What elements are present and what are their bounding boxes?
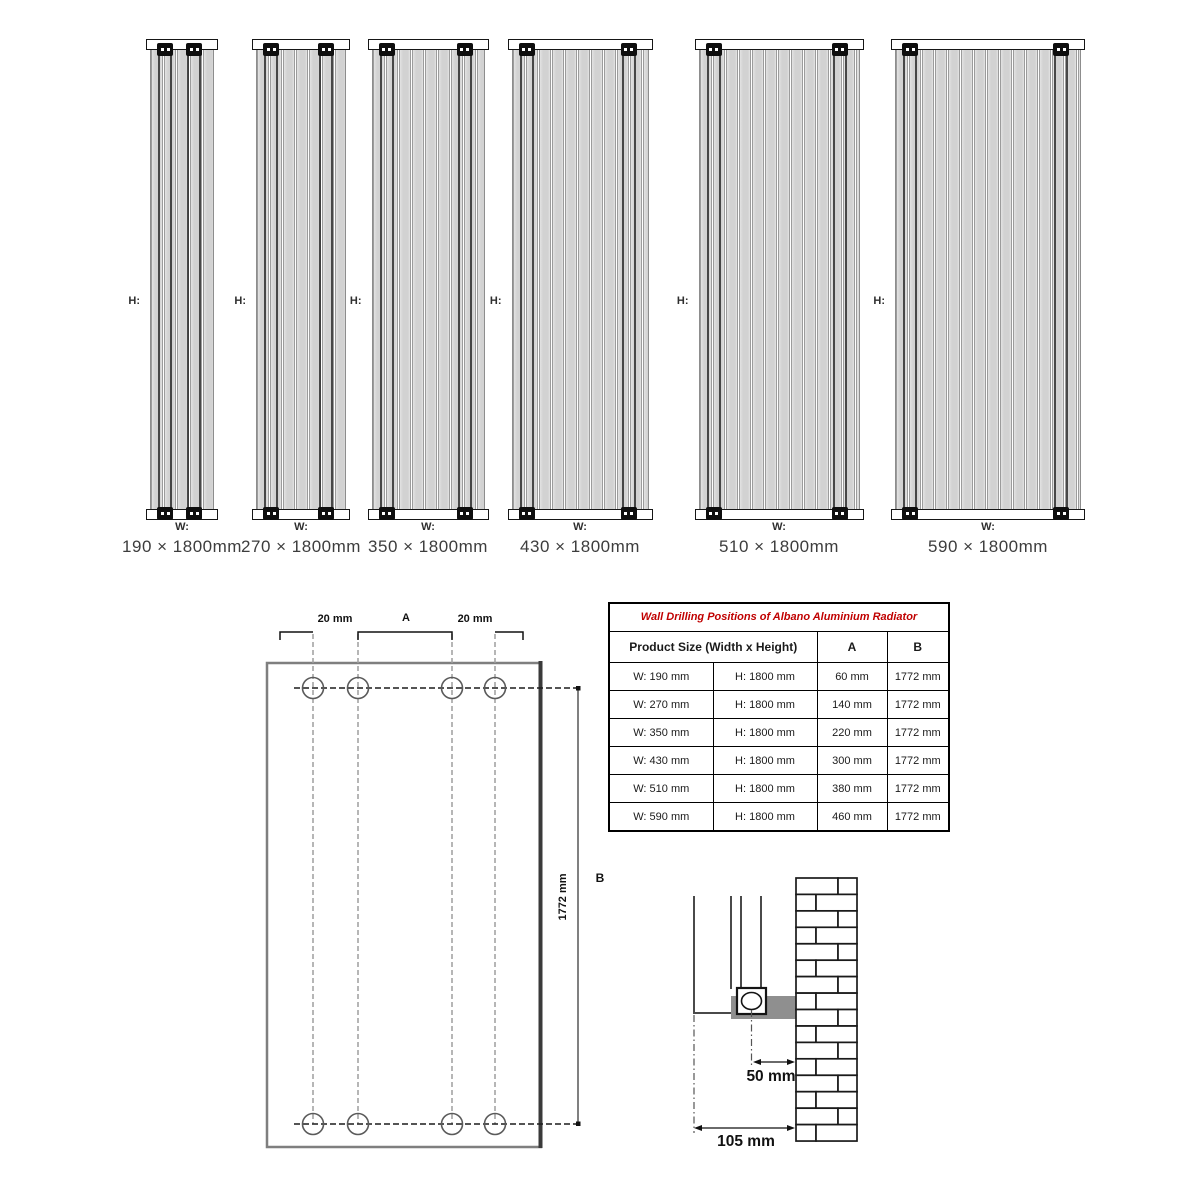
brick bbox=[816, 1026, 857, 1042]
dim-20mm-right: 20 mm bbox=[457, 613, 493, 625]
bracket-rail bbox=[1066, 50, 1068, 509]
wall-bracket-icon bbox=[379, 507, 395, 520]
brick bbox=[796, 1125, 816, 1141]
table-cell-b: 1772 mm bbox=[887, 719, 949, 747]
brick bbox=[796, 927, 816, 943]
table-row bbox=[609, 775, 949, 803]
dim-a-label: A bbox=[402, 612, 410, 624]
wall-bracket-icon bbox=[186, 43, 202, 56]
dim-50mm-label: 50 mm bbox=[746, 1068, 796, 1085]
wall-bracket-icon bbox=[318, 43, 334, 56]
bracket-rail bbox=[1054, 50, 1056, 509]
wall-bracket-icon bbox=[186, 507, 202, 520]
top-dimension-lines bbox=[280, 632, 523, 640]
dim-105mm-label: 105 mm bbox=[717, 1133, 775, 1150]
wall-bracket-icon bbox=[318, 507, 334, 520]
table-cell-b: 1772 mm bbox=[887, 775, 949, 803]
bracket-rail bbox=[532, 50, 534, 509]
bracket-hole bbox=[742, 993, 762, 1010]
brick-wall bbox=[796, 878, 857, 1141]
bracket-rail bbox=[199, 50, 201, 509]
bracket-rail bbox=[833, 50, 835, 509]
drilling-position-diagram bbox=[267, 612, 605, 1148]
col-header-a: A bbox=[817, 632, 887, 663]
table-row bbox=[609, 803, 949, 832]
table-cell-b: 1772 mm bbox=[887, 691, 949, 719]
bracket-rail bbox=[470, 50, 472, 509]
width-label: W: bbox=[772, 521, 786, 533]
bracket-rail bbox=[319, 50, 321, 509]
table-cell-w: W: 350 mm bbox=[609, 719, 713, 747]
brick bbox=[796, 911, 838, 927]
bracket-rail bbox=[380, 50, 382, 509]
size-label: 590 × 1800mm bbox=[928, 537, 1048, 556]
table-cell-w: W: 430 mm bbox=[609, 747, 713, 775]
brick bbox=[796, 1092, 816, 1108]
size-label: 190 × 1800mm bbox=[122, 537, 242, 556]
table-cell-h: H: 1800 mm bbox=[713, 775, 817, 803]
wall-bracket-icon bbox=[1053, 507, 1069, 520]
brick bbox=[796, 1075, 838, 1091]
bracket-rail bbox=[276, 50, 278, 509]
table-cell-a: 380 mm bbox=[817, 775, 887, 803]
wall-bracket-icon bbox=[457, 507, 473, 520]
bracket-rail bbox=[187, 50, 189, 509]
wall-bracket-icon bbox=[832, 43, 848, 56]
table-cell-h: H: 1800 mm bbox=[713, 803, 817, 832]
brick bbox=[838, 1108, 857, 1124]
brick bbox=[796, 894, 816, 910]
brick bbox=[816, 1059, 857, 1075]
table-cell-w: W: 510 mm bbox=[609, 775, 713, 803]
bracket-rail bbox=[719, 50, 721, 509]
table-cell-a: 300 mm bbox=[817, 747, 887, 775]
wall-bracket-icon bbox=[902, 43, 918, 56]
table-cell-w: W: 270 mm bbox=[609, 691, 713, 719]
wall-mount-side-view bbox=[694, 878, 857, 1150]
bracket-rail bbox=[845, 50, 847, 509]
bracket-rail bbox=[170, 50, 172, 509]
dim-20mm-left: 20 mm bbox=[317, 613, 353, 625]
height-label: H: bbox=[234, 295, 246, 307]
table-cell-h: H: 1800 mm bbox=[713, 747, 817, 775]
bracket-rail bbox=[707, 50, 709, 509]
width-label: W: bbox=[981, 521, 995, 533]
brick bbox=[796, 1059, 816, 1075]
height-label: H: bbox=[489, 295, 502, 307]
table-cell-h: H: 1800 mm bbox=[713, 719, 817, 747]
bracket-rail bbox=[458, 50, 460, 509]
wall-bracket-icon bbox=[706, 507, 722, 520]
brick bbox=[838, 911, 857, 927]
brick bbox=[796, 944, 838, 960]
brick bbox=[838, 977, 857, 993]
table-row bbox=[609, 663, 949, 691]
brick bbox=[838, 944, 857, 960]
brick bbox=[838, 1075, 857, 1091]
brick bbox=[816, 993, 857, 1009]
vertical-centerlines bbox=[313, 634, 495, 1124]
brick bbox=[796, 1108, 838, 1124]
table-cell-a: 60 mm bbox=[817, 663, 887, 691]
table-cell-w: W: 190 mm bbox=[609, 663, 713, 691]
brick bbox=[816, 927, 857, 943]
wall-bracket-icon bbox=[832, 507, 848, 520]
table-cell-a: 140 mm bbox=[817, 691, 887, 719]
wall-bracket-icon bbox=[379, 43, 395, 56]
brick bbox=[796, 960, 816, 976]
width-label: W: bbox=[573, 521, 587, 533]
table-row bbox=[609, 747, 949, 775]
bracket-rail bbox=[903, 50, 905, 509]
table-cell-h: H: 1800 mm bbox=[713, 663, 817, 691]
table-cell-a: 460 mm bbox=[817, 803, 887, 832]
bracket-rail bbox=[622, 50, 624, 509]
brick bbox=[796, 1010, 838, 1026]
wall-bracket-icon bbox=[621, 507, 637, 520]
bracket-rail bbox=[634, 50, 636, 509]
size-label: 350 × 1800mm bbox=[368, 537, 488, 556]
table-cell-w: W: 590 mm bbox=[609, 803, 713, 832]
table-cell-b: 1772 mm bbox=[887, 747, 949, 775]
size-label: 430 × 1800mm bbox=[520, 537, 640, 556]
brick bbox=[816, 894, 857, 910]
height-label: H: bbox=[128, 295, 140, 307]
bracket-rail bbox=[158, 50, 160, 509]
size-label: 510 × 1800mm bbox=[719, 537, 839, 556]
wall-bracket-icon bbox=[157, 507, 173, 520]
wall-bracket-icon bbox=[457, 43, 473, 56]
dim-b-label: B bbox=[595, 871, 605, 885]
brick bbox=[796, 1026, 816, 1042]
width-label: W: bbox=[175, 521, 189, 533]
brick bbox=[816, 960, 857, 976]
extension-lines bbox=[694, 1010, 752, 1133]
col-header-product-size: Product Size (Width x Height) bbox=[609, 632, 817, 663]
height-label: H: bbox=[676, 295, 689, 307]
brick bbox=[796, 993, 816, 1009]
wall-bracket-icon bbox=[706, 43, 722, 56]
col-header-b: B bbox=[887, 632, 949, 663]
drill-holes bbox=[303, 678, 506, 1135]
brick bbox=[796, 1042, 838, 1058]
brick bbox=[816, 1092, 857, 1108]
brick bbox=[816, 1125, 857, 1141]
height-label: H: bbox=[873, 295, 885, 307]
table-row bbox=[609, 691, 949, 719]
wall-bracket-icon bbox=[902, 507, 918, 520]
bracket-rail bbox=[520, 50, 522, 509]
wall-bracket-icon bbox=[263, 43, 279, 56]
bracket-rail bbox=[264, 50, 266, 509]
wall-bracket-icon bbox=[519, 43, 535, 56]
drilling-positions-table bbox=[608, 602, 950, 832]
table-row bbox=[609, 719, 949, 747]
table-cell-h: H: 1800 mm bbox=[713, 691, 817, 719]
brick bbox=[838, 1042, 857, 1058]
width-label: W: bbox=[421, 521, 435, 533]
wall-bracket-icon bbox=[1053, 43, 1069, 56]
brick bbox=[838, 878, 857, 894]
bracket-rail bbox=[331, 50, 333, 509]
table-title: Wall Drilling Positions of Albano Aluminium Radiator bbox=[609, 603, 949, 632]
table-cell-b: 1772 mm bbox=[887, 663, 949, 691]
wall-bracket-icon bbox=[519, 507, 535, 520]
dim-1772mm-label: 1772 mm bbox=[557, 873, 569, 921]
wall-bracket-icon bbox=[157, 43, 173, 56]
width-label: W: bbox=[294, 521, 308, 533]
wall-bracket-icon bbox=[621, 43, 637, 56]
brick bbox=[838, 1010, 857, 1026]
height-label: H: bbox=[349, 295, 362, 307]
horizontal-centerlines bbox=[294, 688, 578, 1124]
table-cell-b: 1772 mm bbox=[887, 803, 949, 832]
bracket-rail bbox=[915, 50, 917, 509]
size-label: 270 × 1800mm bbox=[241, 537, 361, 556]
table-cell-a: 220 mm bbox=[817, 719, 887, 747]
brick bbox=[796, 977, 838, 993]
wall-bracket-icon bbox=[263, 507, 279, 520]
bracket-rail bbox=[392, 50, 394, 509]
brick bbox=[796, 878, 838, 894]
